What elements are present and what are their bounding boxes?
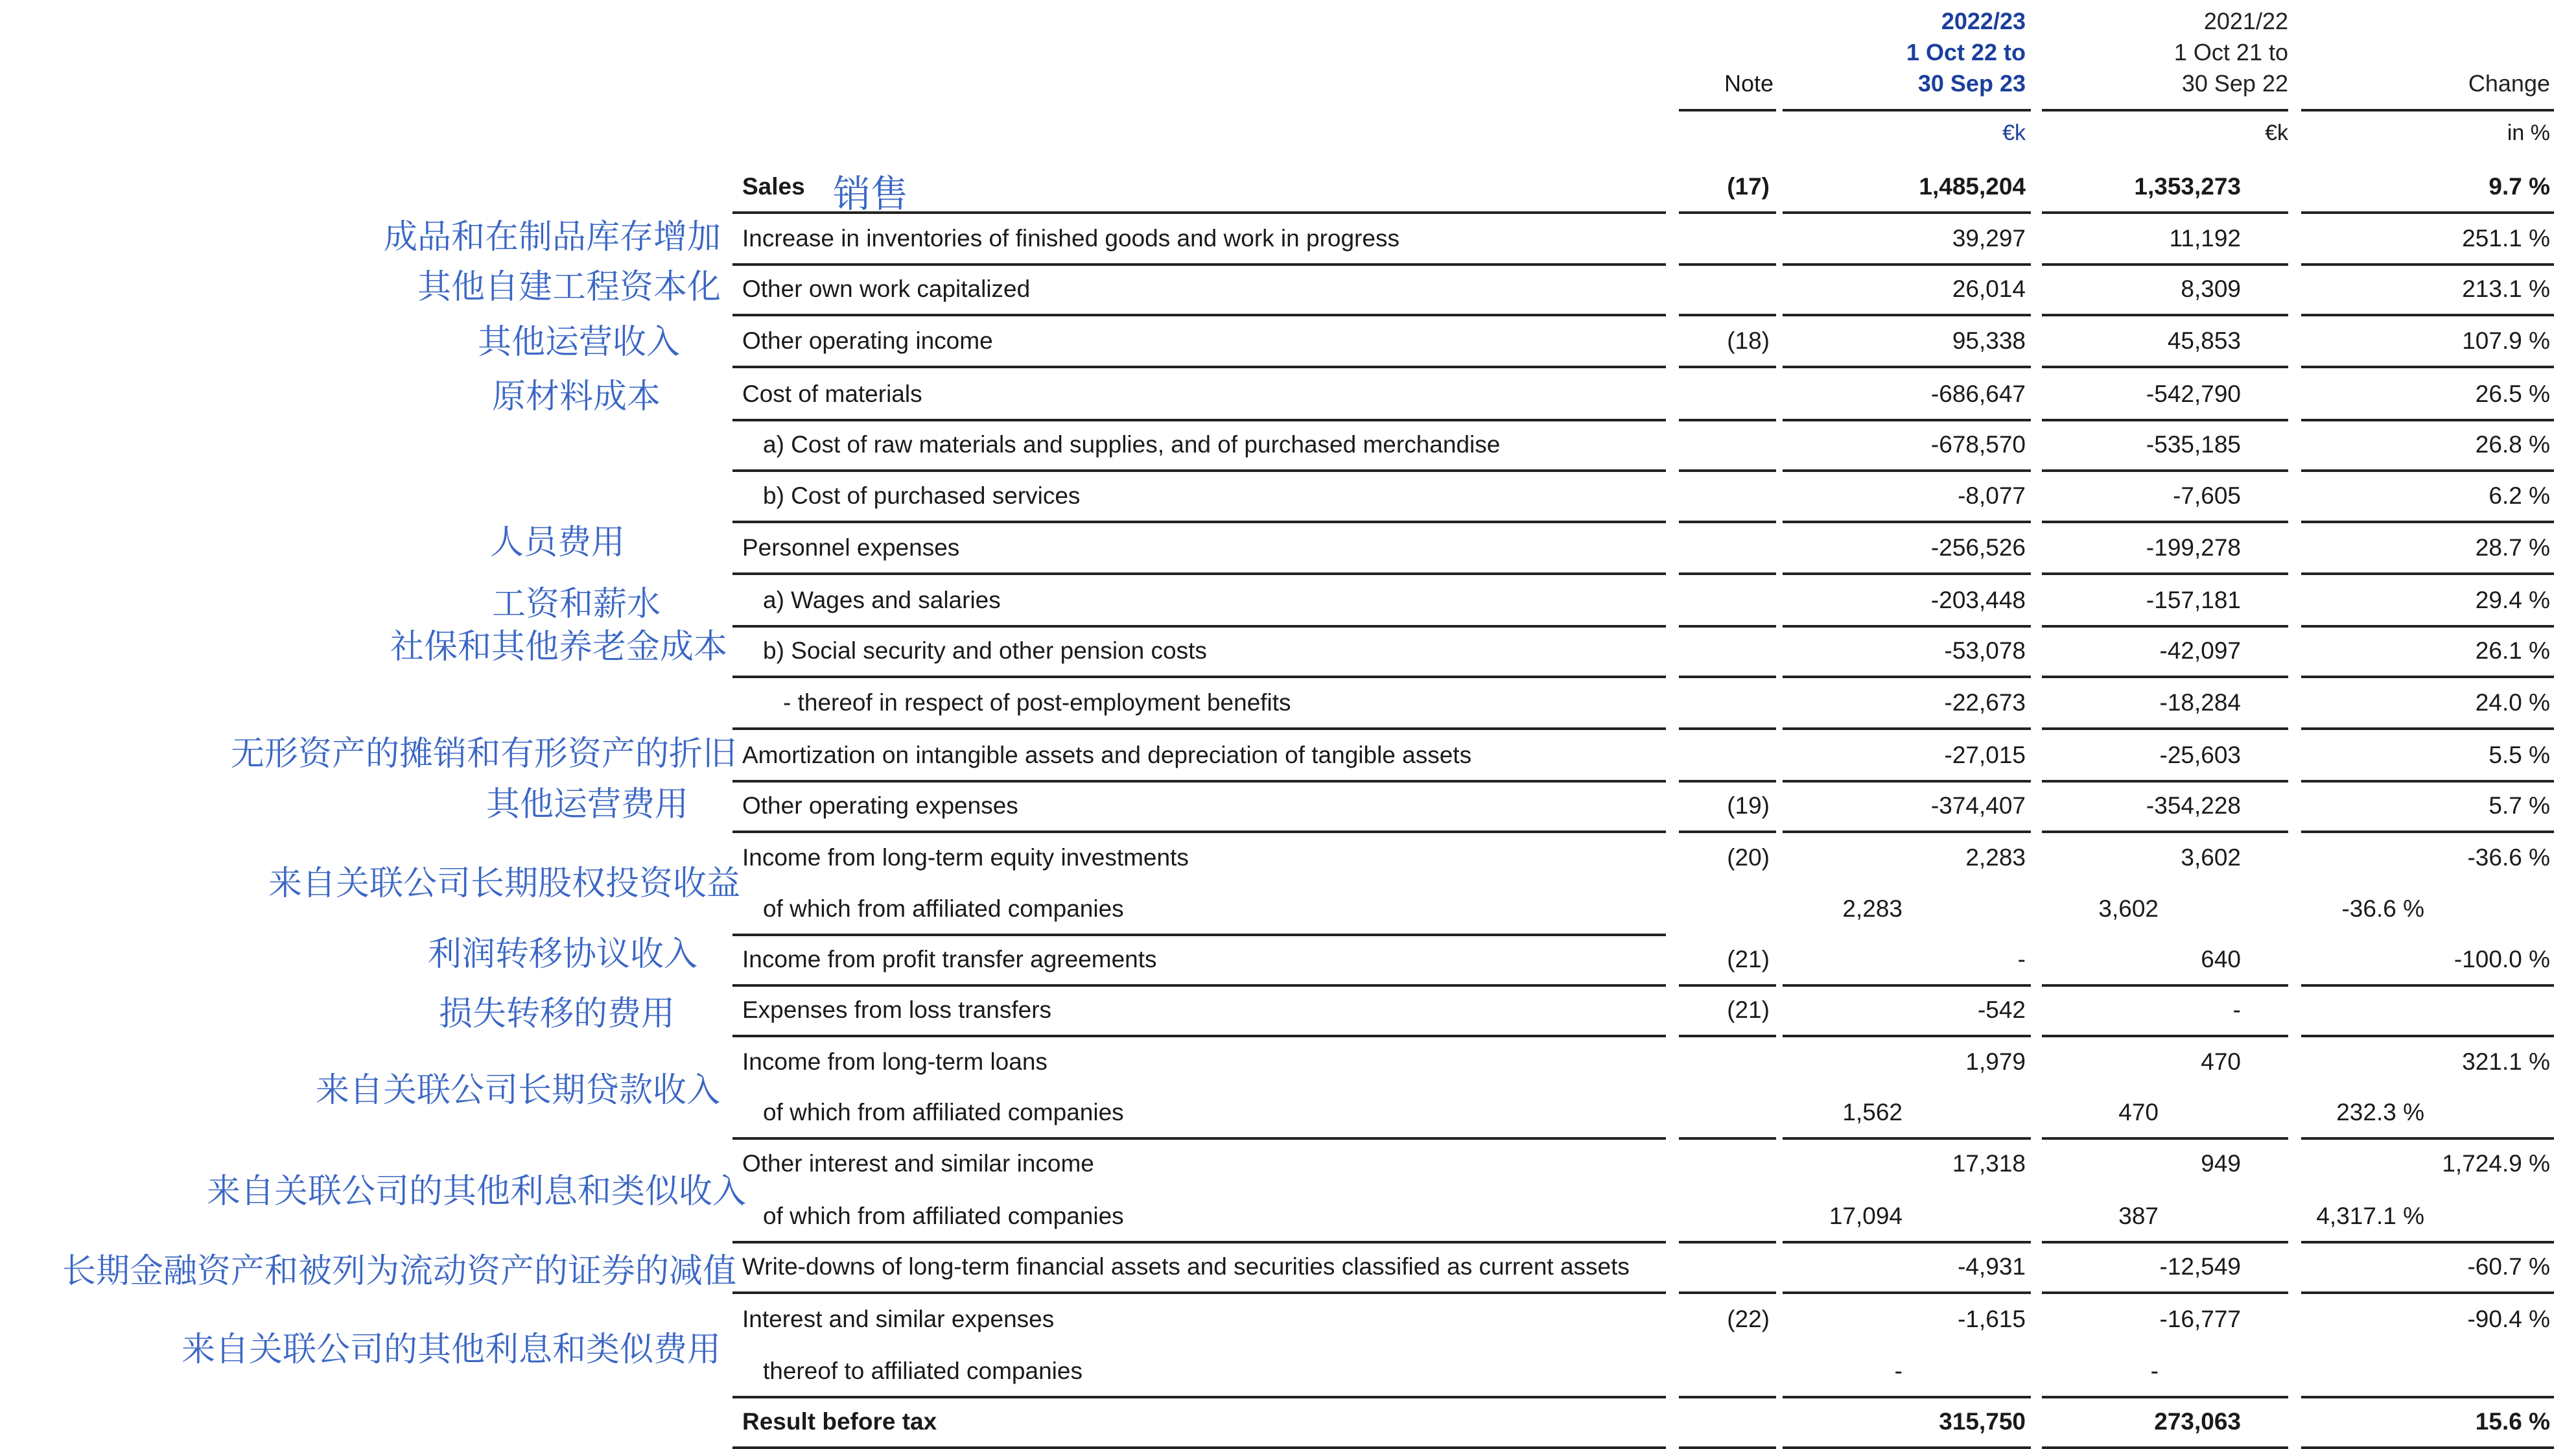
row-change-value: 5.5 % — [2488, 742, 2550, 768]
row-current-value: -27,015 — [1944, 742, 2026, 768]
table-row — [0, 783, 2576, 833]
row-change-value: 232.3 % — [2336, 1099, 2424, 1125]
table-row — [0, 421, 2576, 472]
row-prior-value: 273,063 — [2154, 1408, 2241, 1435]
row-prior-value: -42,097 — [2159, 637, 2241, 664]
annotation-wages: 工资和薪水 — [491, 585, 661, 624]
row-label: Increase in inventories of finished goods and work in progress — [742, 225, 1399, 252]
row-rule — [2301, 1446, 2554, 1449]
annotation-amortization: 无形资产的摊销和有形资产的折旧 — [230, 735, 736, 773]
row-label: Cost of materials — [742, 381, 922, 407]
row-current-value: 1,979 — [1965, 1048, 2026, 1075]
row-change-value: 1,724.9 % — [2442, 1150, 2550, 1177]
row-prior-value: -18,284 — [2159, 689, 2241, 716]
row-label: Interest and similar expenses — [742, 1306, 1055, 1332]
row-change-value: -90.4 % — [2467, 1306, 2550, 1332]
prior-period-line1: 1 Oct 21 to — [2173, 39, 2288, 65]
row-note: (19) — [1727, 792, 1770, 819]
row-change-value: 251.1 % — [2462, 225, 2550, 252]
header-rule-prior — [2042, 109, 2288, 112]
row-change-value: -36.6 % — [2467, 844, 2550, 871]
row-label: Income from long-term loans — [742, 1048, 1048, 1075]
prior-period-line2: 30 Sep 22 — [2181, 70, 2288, 97]
row-prior-value: 470 — [2201, 1048, 2241, 1075]
row-note: (17) — [1727, 173, 1770, 200]
row-change-value: -36.6 % — [2341, 895, 2424, 922]
row-label: of which from affiliated companies — [763, 1099, 1124, 1125]
row-prior-value: -535,185 — [2146, 431, 2241, 458]
table-row — [0, 163, 2576, 214]
table-row — [0, 575, 2576, 628]
row-change-value: 107.9 % — [2462, 327, 2550, 354]
row-current-value: 2,283 — [1965, 844, 2026, 871]
row-current-value: -542 — [1977, 996, 2026, 1023]
row-label: Income from long-term equity investments — [742, 844, 1189, 871]
row-rule — [1679, 1446, 1776, 1449]
header-rule-current — [1783, 109, 2031, 112]
row-current-value: 1,562 — [1842, 1099, 1903, 1125]
row-current-value: 17,094 — [1829, 1203, 1903, 1229]
row-note: (21) — [1727, 946, 1770, 972]
row-change-value: 6.2 % — [2488, 482, 2550, 509]
row-current-value: - — [1894, 1358, 1903, 1384]
row-label: a) Cost of raw materials and supplies, and of purchased merchandise — [763, 431, 1501, 458]
row-label: of which from affiliated companies — [763, 895, 1124, 922]
annotation-own-work: 其他自建工程资本化 — [417, 268, 721, 307]
row-label: Income from profit transfer agreements — [742, 946, 1157, 972]
row-label: - thereof in respect of post-employment benefits — [783, 689, 1291, 716]
row-current-value: -1,615 — [1958, 1306, 2026, 1332]
row-note: (18) — [1727, 327, 1770, 354]
current-period-line1: 1 Oct 22 to — [1906, 39, 2026, 65]
row-current-value: 95,338 — [1952, 327, 2026, 354]
annotation-sales: 销售 — [833, 172, 909, 216]
table-row — [0, 266, 2576, 316]
row-change-value: 15.6 % — [2475, 1408, 2550, 1435]
row-current-value: 1,485,204 — [1919, 173, 2026, 200]
row-prior-value: -199,278 — [2146, 534, 2241, 561]
row-prior-value: - — [2150, 1358, 2159, 1384]
row-current-value: -22,673 — [1944, 689, 2026, 716]
row-current-value: 26,014 — [1952, 276, 2026, 302]
row-label: Sales — [742, 173, 805, 200]
annotation-other-interest: 来自关联公司的其他利息和类似收入 — [206, 1172, 746, 1211]
annotation-interest-expenses: 来自关联公司的其他利息和类似费用 — [181, 1330, 721, 1369]
row-label: Result before tax — [742, 1408, 937, 1435]
row-prior-value: 640 — [2201, 946, 2241, 972]
row-label: Other own work capitalized — [742, 276, 1031, 302]
annotation-long-term-loans: 来自关联公司长期贷款收入 — [315, 1071, 720, 1110]
annotation-other-operating-income: 其他运营收入 — [477, 323, 680, 362]
row-current-value: -4,931 — [1958, 1253, 2026, 1280]
change-column-header: Change — [2468, 70, 2550, 97]
table-row — [0, 628, 2576, 678]
row-prior-value: 8,309 — [2181, 276, 2241, 302]
row-prior-value: 949 — [2201, 1150, 2241, 1177]
row-change-value: 26.8 % — [2475, 431, 2550, 458]
row-label: a) Wages and salaries — [763, 587, 1001, 613]
row-change-value: 321.1 % — [2462, 1048, 2550, 1075]
row-change-value: -60.7 % — [2467, 1253, 2550, 1280]
annotation-loss-transfers: 损失转移的费用 — [438, 995, 675, 1033]
row-label: thereof to affiliated companies — [763, 1358, 1083, 1384]
table-row — [0, 316, 2576, 368]
row-rule — [1783, 1446, 2031, 1449]
annotation-equity-investments: 来自关联公司长期股权投资收益 — [268, 864, 740, 903]
row-change-value: 28.7 % — [2475, 534, 2550, 561]
row-prior-value: -354,228 — [2146, 792, 2241, 819]
row-current-value: - — [2017, 946, 2026, 972]
unit-current: €k — [2002, 121, 2026, 145]
current-period-line2: 30 Sep 23 — [1917, 70, 2026, 97]
row-current-value: -256,526 — [1930, 534, 2026, 561]
table-row — [0, 472, 2576, 523]
row-current-value: -686,647 — [1930, 381, 2026, 407]
row-prior-value: -16,777 — [2159, 1306, 2241, 1332]
table-row — [0, 678, 2576, 730]
row-prior-value: -157,181 — [2146, 587, 2241, 613]
row-rule — [732, 1446, 1666, 1449]
row-label: Other interest and similar income — [742, 1150, 1094, 1177]
row-rule — [2042, 1446, 2288, 1449]
table-row — [0, 987, 2576, 1037]
row-prior-value: 45,853 — [2167, 327, 2241, 354]
row-change-value: 213.1 % — [2462, 276, 2550, 302]
row-current-value: -53,078 — [1944, 637, 2026, 664]
row-change-value: 5.7 % — [2488, 792, 2550, 819]
table-row — [0, 523, 2576, 575]
row-prior-value: 11,192 — [2169, 225, 2241, 252]
header-rule-note — [1679, 109, 1776, 112]
annotation-cost-of-materials: 原材料成本 — [491, 377, 661, 416]
annotation-inventories: 成品和在制品库存增加 — [383, 218, 721, 257]
row-prior-value: 1,353,273 — [2134, 173, 2241, 200]
annotation-social-security: 社保和其他养老金成本 — [390, 628, 727, 666]
row-change-value: 26.1 % — [2475, 637, 2550, 664]
row-label: Amortization on intangible assets and depreciation of tangible assets — [742, 742, 1472, 768]
row-prior-value: -7,605 — [2173, 482, 2241, 509]
row-label: b) Social security and other pension costs — [763, 637, 1207, 664]
row-note: (22) — [1727, 1306, 1770, 1332]
row-change-value: -100.0 % — [2453, 946, 2550, 972]
row-current-value: 39,297 — [1952, 225, 2026, 252]
row-current-value: 2,283 — [1842, 895, 1903, 922]
row-current-value: -203,448 — [1930, 587, 2026, 613]
unit-change: in % — [2507, 121, 2550, 145]
annotation-write-downs: 长期金融资产和被列为流动资产的证券的减值 — [62, 1252, 736, 1291]
row-current-value: -8,077 — [1958, 482, 2026, 509]
row-note: (20) — [1727, 844, 1770, 871]
row-current-value: 17,318 — [1952, 1150, 2026, 1177]
row-change-value: 29.4 % — [2475, 587, 2550, 613]
row-label: Expenses from loss transfers — [742, 996, 1052, 1023]
row-change-value: 26.5 % — [2475, 381, 2550, 407]
note-column-header: Note — [1724, 70, 1774, 97]
current-year-header: 2022/23 — [1941, 8, 2026, 34]
row-current-value: 315,750 — [1939, 1408, 2026, 1435]
row-label: Write-downs of long-term financial assets and securities classified as current assets — [742, 1253, 1630, 1280]
table-row — [0, 936, 2576, 987]
row-prior-value: 470 — [2118, 1099, 2159, 1125]
annotation-other-operating-expenses: 其他运营费用 — [486, 785, 688, 824]
table-row — [0, 1398, 2576, 1449]
row-current-value: -678,570 — [1930, 431, 2026, 458]
row-prior-value: 387 — [2118, 1203, 2159, 1229]
row-label: of which from affiliated companies — [763, 1203, 1124, 1229]
row-change-value: 24.0 % — [2475, 689, 2550, 716]
annotation-profit-transfer: 利润转移协议收入 — [427, 935, 697, 974]
row-prior-value: -25,603 — [2159, 742, 2241, 768]
row-prior-value: 3,602 — [2098, 895, 2159, 922]
row-prior-value: 3,602 — [2181, 844, 2241, 871]
table-row — [0, 368, 2576, 421]
row-prior-value: - — [2232, 996, 2241, 1023]
row-prior-value: -12,549 — [2159, 1253, 2241, 1280]
row-prior-value: -542,790 — [2146, 381, 2241, 407]
row-change-value: 4,317.1 % — [2316, 1203, 2424, 1229]
row-label: Personnel expenses — [742, 534, 960, 561]
row-current-value: -374,407 — [1930, 792, 2026, 819]
row-label: Other operating expenses — [742, 792, 1018, 819]
row-change-value: 9.7 % — [2488, 173, 2550, 200]
prior-year-header: 2021/22 — [2203, 8, 2288, 34]
header-rule-change — [2301, 109, 2554, 112]
unit-prior: €k — [2265, 121, 2288, 145]
row-label: b) Cost of purchased services — [763, 482, 1081, 509]
row-label: Other operating income — [742, 327, 993, 354]
annotation-personnel: 人员费用 — [489, 523, 625, 562]
row-note: (21) — [1727, 996, 1770, 1023]
